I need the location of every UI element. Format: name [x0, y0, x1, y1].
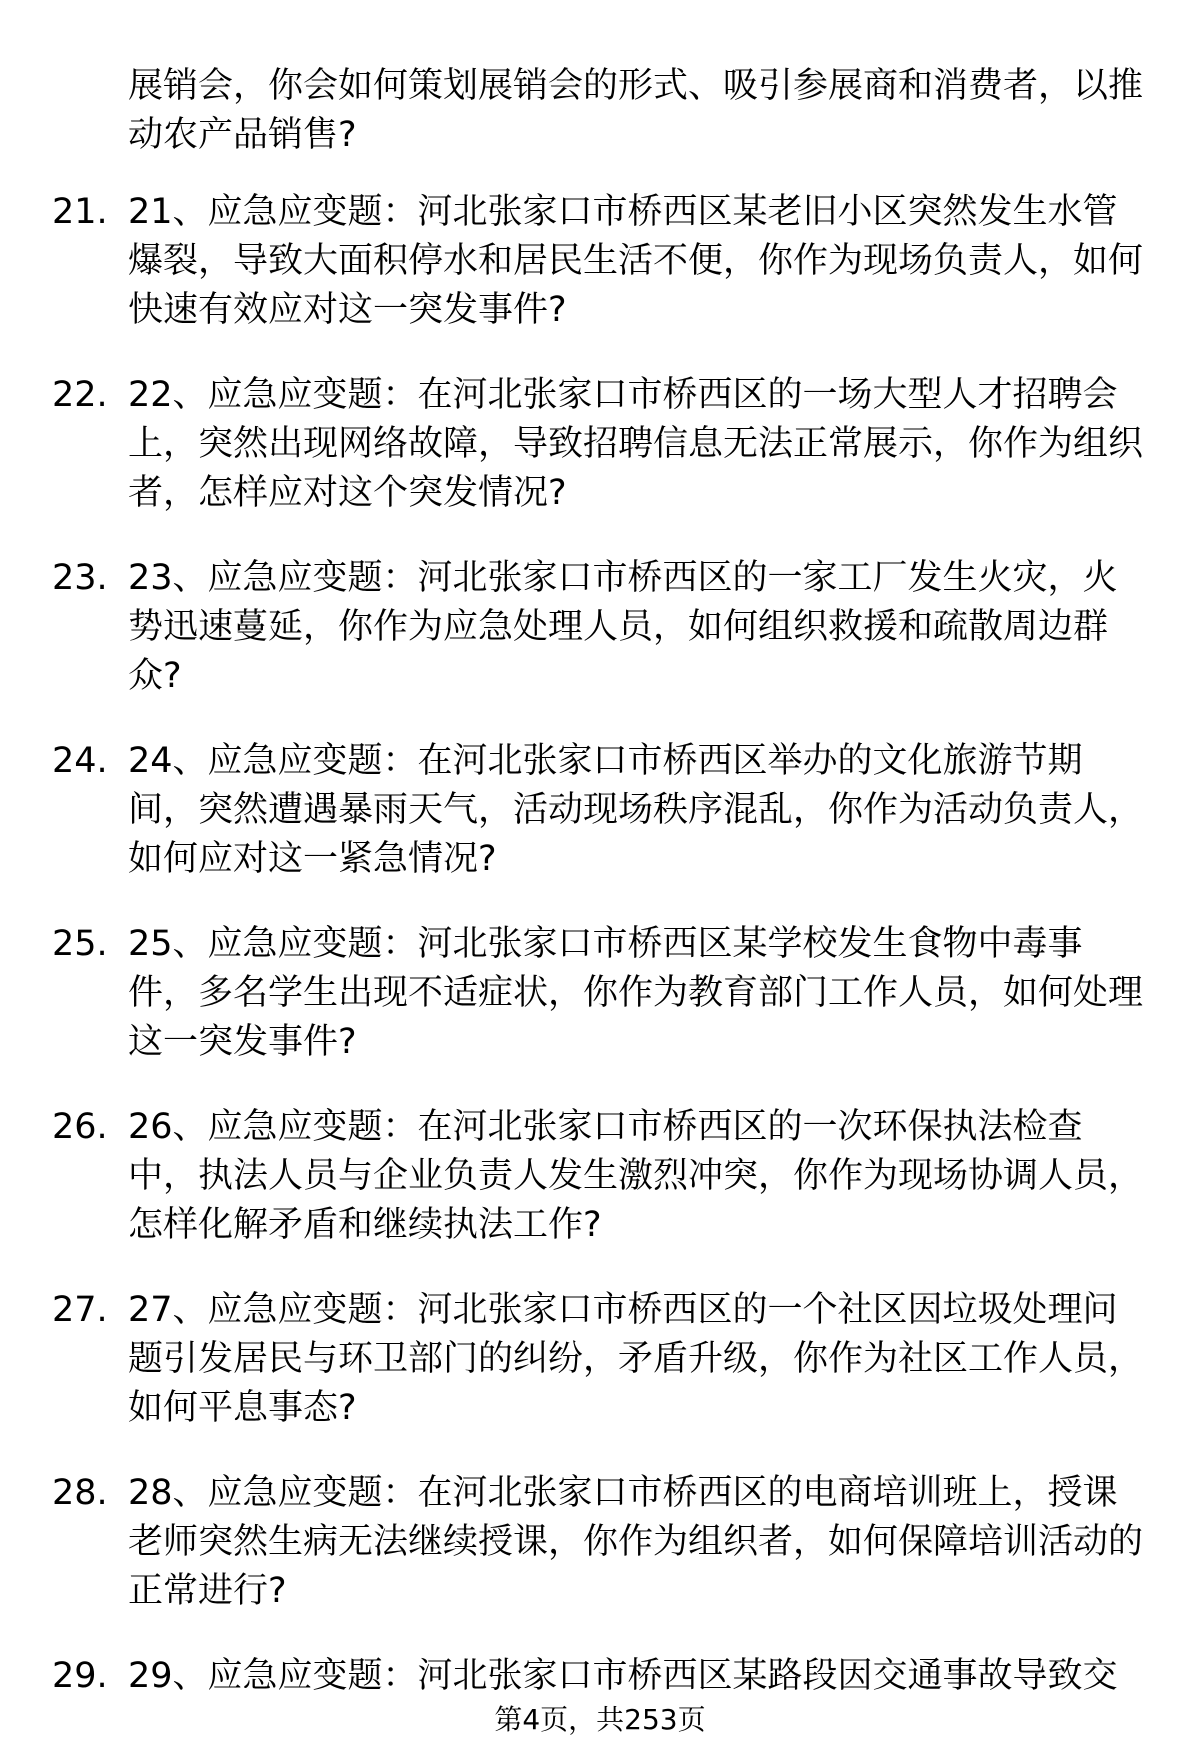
list-item: [0, 1103, 1148, 1250]
question-number: 23.: [52, 558, 108, 598]
page-footer: 第4页，共253页: [494, 1703, 706, 1736]
question-number: 22.: [52, 375, 108, 415]
question-text: 25、应急应变题：河北张家口市桥西区某学校发生食物中毒事件，多名学生出现不适症状，你作为教育部门工作人员，如何处理这一突发事件?: [128, 924, 1144, 1062]
list-item: [0, 1286, 1148, 1433]
question-text: 21、应急应变题：河北张家口市桥西区某老旧小区突然发生水管爆裂，导致大面积停水和居民生活不便，你作为现场负责人，如何快速有效应对这一突发事件?: [128, 192, 1144, 330]
list-item: [0, 1469, 1148, 1616]
question-text: 24、应急应变题：在河北张家口市桥西区举办的文化旅游节期间，突然遭遇暴雨天气，活动现场秩序混乱，你作为活动负责人，如何应对这一紧急情况?: [128, 741, 1144, 879]
list-item: [0, 920, 1148, 1067]
question-number: 26.: [52, 1107, 108, 1147]
list-item: [0, 188, 1148, 335]
question-number: 28.: [52, 1473, 108, 1513]
list-item: [0, 737, 1148, 884]
question-number: 29.: [52, 1656, 108, 1696]
list-item: [0, 554, 1148, 701]
question-text: 28、应急应变题：在河北张家口市桥西区的电商培训班上，授课老师突然生病无法继续授课，你作为组织者，如何保障培训活动的正常进行?: [128, 1473, 1144, 1611]
question-text: 23、应急应变题：河北张家口市桥西区的一家工厂发生火灾，火势迅速蔓延，你作为应急处理人员，如何组织救援和疏散周边群众?: [128, 558, 1118, 696]
list-item: [0, 371, 1148, 518]
question-text: 22、应急应变题：在河北张家口市桥西区的一场大型人才招聘会上，突然出现网络故障，导致招聘信息无法正常展示，你作为组织者，怎样应对这个突发情况?: [128, 375, 1144, 513]
question-number: 21.: [52, 192, 108, 232]
continuation-paragraph: 展销会，你会如何策划展销会的形式、吸引参展商和消费者，以推动农产品销售?: [128, 66, 1144, 155]
question-number: 25.: [52, 924, 108, 964]
question-number: 27.: [52, 1290, 108, 1330]
question-text: 26、应急应变题：在河北张家口市桥西区的一次环保执法检查中，执法人员与企业负责人发生激烈冲突，你作为现场协调人员，怎样化解矛盾和继续执法工作?: [128, 1107, 1144, 1245]
question-text: 29、应急应变题：河北张家口市桥西区某路段因交通事故导致交: [128, 1656, 1118, 1696]
question-text: 27、应急应变题：河北张家口市桥西区的一个社区因垃圾处理问题引发居民与环卫部门的纠纷，矛盾升级，你作为社区工作人员，如何平息事态?: [128, 1290, 1144, 1428]
list-item: [0, 1652, 1148, 1701]
question-list: [0, 188, 1200, 1737]
question-number: 24.: [52, 741, 108, 781]
